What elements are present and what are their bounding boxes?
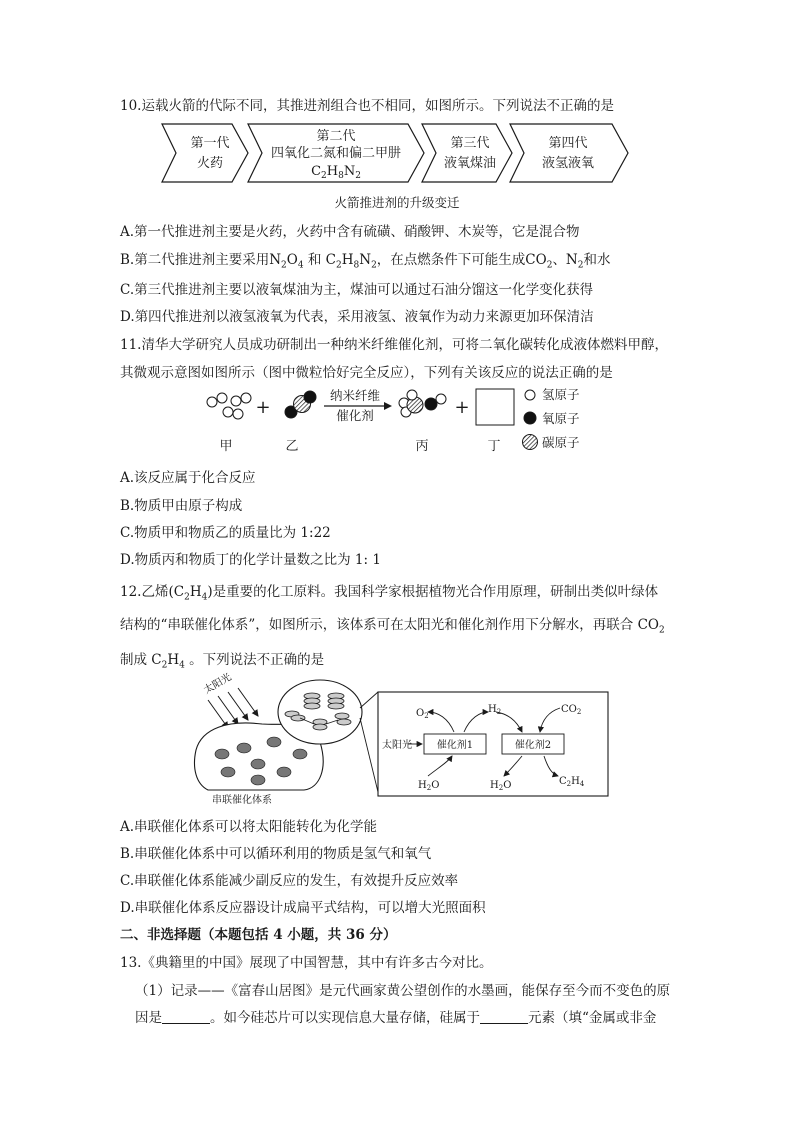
catalyst2-label: 催化剂2 bbox=[514, 740, 552, 751]
h2o-label-2: $H_2O$ bbox=[490, 780, 512, 792]
q11-option-d: D.物质丙和物质丁的化学计量数之比为 1: 1 bbox=[120, 552, 381, 568]
label-ding: 丁 bbox=[487, 439, 501, 454]
gen1-arrow-box bbox=[162, 124, 248, 182]
q12-option-a: A.串联催化体系可以将太阳能转化为化学能 bbox=[120, 819, 378, 835]
plus-sign-1: + bbox=[255, 397, 271, 418]
gen2-propellant: 四氧化二氮和偏二甲肼 bbox=[270, 146, 402, 161]
q11-stem-line2: 其微观示意图如图所示（图中微粒恰好完全反应），下列有关该反应的说法正确的是 bbox=[120, 365, 613, 381]
q11-reaction-diagram bbox=[200, 388, 600, 460]
catalyst-label-line2: 催化剂 bbox=[336, 408, 374, 423]
sunlight-input-label: 太阳光 bbox=[382, 740, 412, 751]
q13-part1-line1: （1）记录——《富春山居图》是元代画家黄公望创作的水墨画，能保存至今而不变色的原 bbox=[135, 983, 671, 999]
q10-option-a: A.第一代推进剂主要是火药，火药中含有硫磺、硝酸钾、木炭等，它是混合物 bbox=[120, 224, 580, 240]
h2o-label-1: $H_2O$ bbox=[418, 780, 440, 792]
system-label: 串联催化体系 bbox=[212, 795, 272, 806]
reactant-jia-molecules bbox=[207, 393, 251, 419]
gen4-arrow-box bbox=[510, 124, 628, 182]
q12-option-b: B.串联催化体系中可以循环利用的物质是氢气和氧气 bbox=[120, 846, 432, 862]
sunlight-label: 太阳光 bbox=[202, 672, 234, 697]
section-2-heading: 二、非选择题（本题包括 4 小题，共 36 分） bbox=[120, 927, 397, 943]
co2-label: $CO_2$ bbox=[561, 704, 582, 716]
reactant-yi-molecules bbox=[285, 391, 316, 418]
q12-option-c: C.串联催化体系能减少副反应的发生，有效提升反应效率 bbox=[120, 873, 459, 889]
legend-carbon: 碳原子 bbox=[542, 435, 580, 450]
plus-sign-2: + bbox=[454, 397, 470, 418]
gen1-title: 第一代 bbox=[190, 136, 230, 151]
q12-stem-line3: 制成 $C_2H_4$ 。下列说法不正确的是 bbox=[120, 652, 325, 671]
q10-option-b: B.第二代推进剂主要采用$N_2O_4$ 和 $C_2H_8N_2$，在点燃条件下可能生成$CO_2$、$N_2$和水 bbox=[120, 252, 611, 271]
sunlight-rays bbox=[208, 688, 258, 728]
gen2-title: 第二代 bbox=[316, 129, 356, 144]
hydrogen-atom-legend-icon bbox=[525, 390, 535, 400]
label-bing: 丙 bbox=[415, 439, 429, 454]
catalyst-label-line1: 纳米纤维 bbox=[329, 388, 381, 403]
h2-label: $H_2$ bbox=[488, 704, 502, 716]
product-bing-molecule bbox=[399, 390, 446, 417]
label-yi: 乙 bbox=[285, 439, 299, 454]
q10-stem: 10.运载火箭的代际不同，其推进剂组合也不相同，如图所示。下列说法不正确的是 bbox=[120, 98, 614, 114]
o2-label: $O_2$ bbox=[416, 708, 429, 720]
oxygen-atom-legend-icon bbox=[524, 412, 536, 424]
catalyst1-label: 催化剂1 bbox=[436, 740, 474, 751]
label-jia: 甲 bbox=[219, 439, 233, 454]
gen4-title: 第四代 bbox=[548, 136, 588, 151]
q10-option-d: D.第四代推进剂以液氢液氧为代表，采用液氢、液氧作为动力来源更加环保清洁 bbox=[120, 309, 594, 325]
legend-hydrogen: 氢原子 bbox=[542, 388, 580, 402]
q13-part1-line2: 因是 。如今硅芯片可以实现信息大量存储，硅属于 元素（填“金属或非金 bbox=[135, 1010, 657, 1026]
legend-oxygen: 氧原子 bbox=[542, 411, 580, 426]
gen4-propellant: 液氢液氧 bbox=[541, 156, 595, 171]
q11-stem-line1: 11.清华大学研究人员成功研制出一种纳米纤维催化剂，可将二氧化碳转化成液体燃料甲醇， bbox=[120, 337, 668, 353]
gen3-propellant: 液氧煤油 bbox=[443, 156, 497, 171]
rocket-generations-diagram bbox=[160, 122, 630, 184]
q10-option-c: C.第三代推进剂主要以液氧煤油为主，煤油可以通过石油分馏这一化学变化获得 bbox=[120, 282, 594, 298]
q12-stem-line2: 结构的“串联催化体系”，如图所示，该体系可在太阳光和催化剂作用下分解水，再联合 $CO_2$ bbox=[120, 617, 665, 636]
carbon-atom-legend-icon bbox=[523, 435, 538, 450]
product-ding-empty-box bbox=[476, 389, 514, 425]
q11-option-c: C.物质甲和物质乙的质量比为 1:22 bbox=[120, 525, 331, 541]
gen3-title: 第三代 bbox=[450, 136, 490, 151]
gen3-arrow-box bbox=[422, 124, 512, 182]
c2h4-label: $C_2H_4$ bbox=[559, 776, 585, 788]
answer-blank-2[interactable] bbox=[480, 1011, 528, 1024]
gen2-formula: $C_2H_8N_2$ bbox=[311, 164, 361, 181]
q13-stem: 13.《典籍里的中国》展现了中国智慧，其中有许多古今对比。 bbox=[120, 955, 493, 971]
q12-stem-line1: 12.乙烯$(C_2H_4)$是重要的化工原料。我国科学家根据植物光合作用原理，研制出类似叶绿体 bbox=[120, 584, 659, 603]
q11-option-a: A.该反应属于化合反应 bbox=[120, 470, 256, 486]
q12-option-d: D.串联催化体系反应器设计成扁平式结构，可以增大光照面积 bbox=[120, 900, 486, 916]
tandem-catalysis-diagram bbox=[192, 672, 622, 808]
gen1-propellant: 火药 bbox=[196, 156, 224, 171]
q11-option-b: B.物质甲由原子构成 bbox=[120, 498, 243, 514]
q10-caption: 火箭推进剂的升级变迁 bbox=[334, 195, 460, 210]
answer-blank-1[interactable] bbox=[162, 1011, 210, 1024]
